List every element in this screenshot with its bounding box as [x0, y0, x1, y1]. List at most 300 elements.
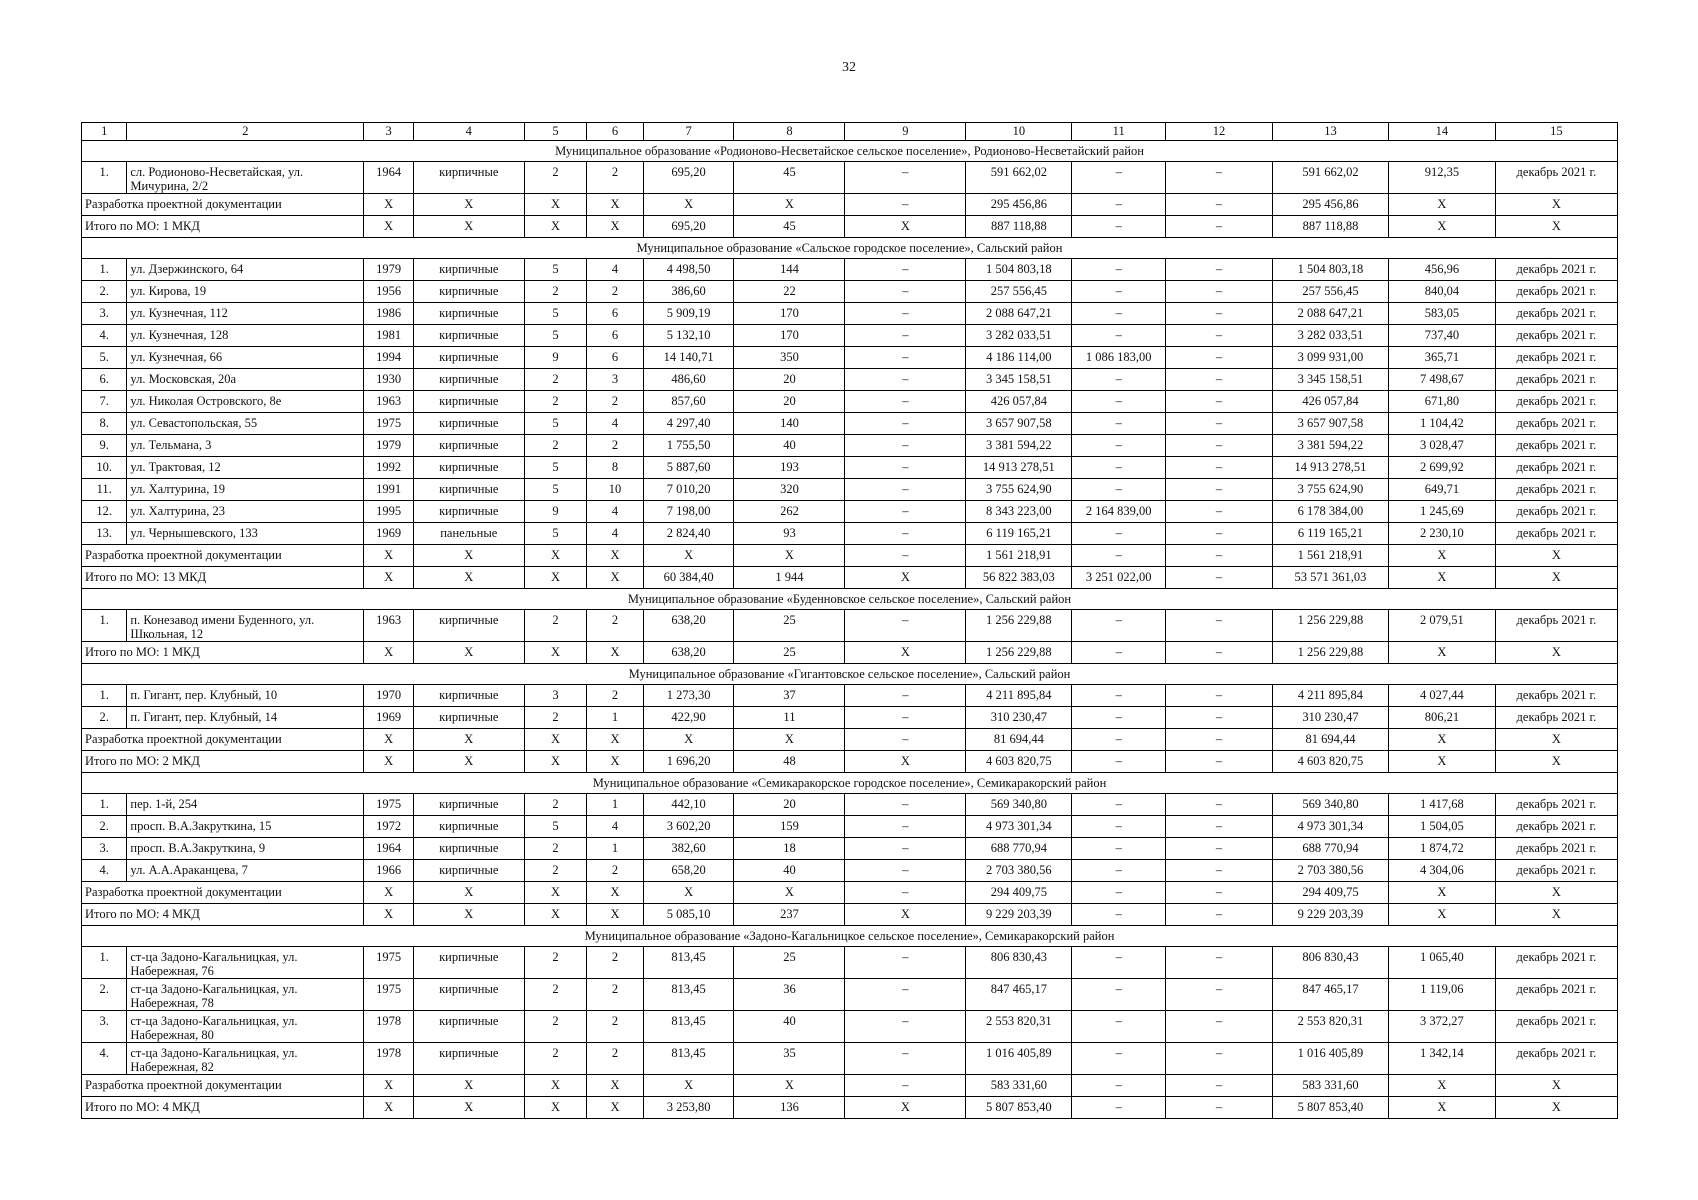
table-cell: X — [524, 567, 587, 589]
table-cell: 486,60 — [643, 369, 734, 391]
table-cell: 3 345 158,51 — [1272, 369, 1388, 391]
table-cell: – — [1166, 259, 1273, 281]
table-cell: 2 — [587, 610, 643, 642]
table-cell: – — [845, 545, 966, 567]
table-cell: декабрь 2021 г. — [1495, 501, 1617, 523]
table-cell: 294 409,75 — [966, 882, 1072, 904]
column-header-12: 12 — [1166, 123, 1273, 141]
table-cell: 569 340,80 — [1272, 794, 1388, 816]
municipality-title: Муниципальное образование «Семикаракорское городское поселение», Семикаракорский район — [82, 773, 1618, 794]
table-cell: декабрь 2021 г. — [1495, 1043, 1617, 1075]
house-row — [82, 162, 1618, 194]
table-cell: 5 132,10 — [643, 325, 734, 347]
table-cell: X — [845, 567, 966, 589]
table-cell: X — [524, 194, 587, 216]
row-label: Разработка проектной документации — [82, 1075, 364, 1097]
table-cell: 1978 — [364, 1043, 413, 1075]
table-cell: – — [1166, 1075, 1273, 1097]
table-cell: 806,21 — [1388, 707, 1495, 729]
table-cell: – — [845, 435, 966, 457]
table-cell: X — [587, 545, 643, 567]
table-cell: – — [1072, 1075, 1166, 1097]
row-label: Разработка проектной документации — [82, 194, 364, 216]
page-number: 32 — [842, 60, 856, 75]
row-number: 1. — [82, 610, 127, 642]
table-cell: – — [1166, 642, 1273, 664]
table-cell: 813,45 — [643, 1043, 734, 1075]
table-cell: 671,80 — [1388, 391, 1495, 413]
table-cell: – — [1072, 479, 1166, 501]
house-row — [82, 979, 1618, 1011]
table-cell: кирпичные — [413, 281, 524, 303]
house-row — [82, 794, 1618, 816]
table-cell: 2 — [587, 860, 643, 882]
table-cell: 1975 — [364, 794, 413, 816]
table-cell: 1 — [587, 794, 643, 816]
table-cell: 583 331,60 — [1272, 1075, 1388, 1097]
table-cell: X — [1495, 1097, 1617, 1119]
table-cell: 1964 — [364, 162, 413, 194]
table-cell: декабрь 2021 г. — [1495, 259, 1617, 281]
table-cell: 4 — [587, 413, 643, 435]
table-cell: X — [587, 1075, 643, 1097]
table-cell: 912,35 — [1388, 162, 1495, 194]
table-cell: 93 — [734, 523, 845, 545]
house-row — [82, 707, 1618, 729]
table-cell: X — [524, 751, 587, 773]
table-cell: 237 — [734, 904, 845, 926]
row-label: Разработка проектной документации — [82, 882, 364, 904]
table-cell: 737,40 — [1388, 325, 1495, 347]
table-cell: 2 — [524, 281, 587, 303]
table-cell: X — [845, 1097, 966, 1119]
table-cell: 310 230,47 — [1272, 707, 1388, 729]
table-cell: 2 — [524, 707, 587, 729]
table-cell: кирпичные — [413, 816, 524, 838]
address-cell: ул. Кузнечная, 66 — [127, 347, 364, 369]
table-cell: 3 282 033,51 — [1272, 325, 1388, 347]
table-cell: 2 — [524, 435, 587, 457]
row-number: 4. — [82, 860, 127, 882]
municipality-section-header — [82, 664, 1618, 685]
table-cell: X — [413, 567, 524, 589]
municipality-section-header — [82, 773, 1618, 794]
table-cell: 1 — [587, 838, 643, 860]
table-cell: 5 — [524, 457, 587, 479]
table-cell: 5 — [524, 479, 587, 501]
table-cell: 4 498,50 — [643, 259, 734, 281]
table-cell: декабрь 2021 г. — [1495, 281, 1617, 303]
table-cell: 1 504 803,18 — [1272, 259, 1388, 281]
table-cell: 295 456,86 — [966, 194, 1072, 216]
table-cell: 2 — [587, 1011, 643, 1043]
row-label: Итого по МО: 1 МКД — [82, 642, 364, 664]
table-cell: 81 694,44 — [1272, 729, 1388, 751]
table-cell: – — [1166, 501, 1273, 523]
table-cell: 48 — [734, 751, 845, 773]
house-row — [82, 435, 1618, 457]
table-cell: 1 256 229,88 — [966, 610, 1072, 642]
table-cell: X — [1388, 751, 1495, 773]
table-cell: – — [845, 259, 966, 281]
table-cell: 1966 — [364, 860, 413, 882]
table-cell: 1 119,06 — [1388, 979, 1495, 1011]
table-cell: X — [364, 194, 413, 216]
table-cell: 1975 — [364, 947, 413, 979]
table-cell: 1970 — [364, 685, 413, 707]
table-cell: – — [1072, 904, 1166, 926]
table-cell: X — [413, 216, 524, 238]
house-row — [82, 413, 1618, 435]
table-cell: X — [734, 1075, 845, 1097]
table-cell: 10 — [587, 479, 643, 501]
table-cell: 2 553 820,31 — [1272, 1011, 1388, 1043]
table-body — [82, 123, 1618, 1119]
table-cell: 1 696,20 — [643, 751, 734, 773]
table-cell: 2 699,92 — [1388, 457, 1495, 479]
table-cell: 170 — [734, 325, 845, 347]
table-cell: 688 770,94 — [1272, 838, 1388, 860]
table-cell: 1969 — [364, 523, 413, 545]
table-cell: 4 — [587, 501, 643, 523]
table-cell: 695,20 — [643, 162, 734, 194]
table-cell: X — [1388, 216, 1495, 238]
table-cell: 3 345 158,51 — [966, 369, 1072, 391]
table-cell: 2 703 380,56 — [966, 860, 1072, 882]
table-cell: 22 — [734, 281, 845, 303]
table-cell: декабрь 2021 г. — [1495, 860, 1617, 882]
table-cell: – — [1166, 1011, 1273, 1043]
address-cell: ул. Кузнечная, 128 — [127, 325, 364, 347]
table-cell: 5 — [524, 325, 587, 347]
table-cell: кирпичные — [413, 794, 524, 816]
table-cell: 2 164 839,00 — [1072, 501, 1166, 523]
table-cell: 806 830,43 — [1272, 947, 1388, 979]
table-cell: 36 — [734, 979, 845, 1011]
table-cell: 840,04 — [1388, 281, 1495, 303]
table-cell: – — [845, 501, 966, 523]
table-cell: – — [1072, 325, 1166, 347]
table-cell: 1995 — [364, 501, 413, 523]
table-cell: 3 — [524, 685, 587, 707]
table-cell: 1978 — [364, 1011, 413, 1043]
house-row — [82, 523, 1618, 545]
address-cell: ул. Кирова, 19 — [127, 281, 364, 303]
table-cell: кирпичные — [413, 501, 524, 523]
table-cell: 1 256 229,88 — [966, 642, 1072, 664]
table-cell: кирпичные — [413, 325, 524, 347]
column-number-header — [82, 123, 1618, 141]
table-cell: кирпичные — [413, 413, 524, 435]
table-cell: 2 — [524, 1011, 587, 1043]
table-cell: X — [845, 751, 966, 773]
address-cell: ул. Халтурина, 23 — [127, 501, 364, 523]
row-number: 1. — [82, 947, 127, 979]
table-cell: 14 140,71 — [643, 347, 734, 369]
table-cell: – — [845, 860, 966, 882]
table-cell: – — [1072, 816, 1166, 838]
table-cell: 2 — [524, 610, 587, 642]
table-cell: – — [1072, 947, 1166, 979]
table-cell: X — [587, 1097, 643, 1119]
table-cell: 1956 — [364, 281, 413, 303]
table-cell: декабрь 2021 г. — [1495, 391, 1617, 413]
table-cell: 4 211 895,84 — [1272, 685, 1388, 707]
table-cell: X — [1495, 904, 1617, 926]
table-cell: кирпичные — [413, 860, 524, 882]
table-cell: X — [1495, 751, 1617, 773]
address-cell: п. Гигант, пер. Клубный, 10 — [127, 685, 364, 707]
row-number: 3. — [82, 303, 127, 325]
column-header-5: 5 — [524, 123, 587, 141]
table-cell: 1992 — [364, 457, 413, 479]
row-number: 2. — [82, 979, 127, 1011]
table-cell: X — [1495, 729, 1617, 751]
table-cell: 638,20 — [643, 610, 734, 642]
table-cell: 1 016 405,89 — [966, 1043, 1072, 1075]
table-cell: – — [1166, 685, 1273, 707]
table-cell: 2 — [524, 391, 587, 413]
table-cell: 45 — [734, 216, 845, 238]
table-cell: X — [587, 882, 643, 904]
row-number: 1. — [82, 259, 127, 281]
table-cell: 813,45 — [643, 1011, 734, 1043]
table-cell: 3 381 594,22 — [1272, 435, 1388, 457]
table-cell: 7 010,20 — [643, 479, 734, 501]
table-cell: X — [1495, 567, 1617, 589]
address-cell: ул. Московская, 20а — [127, 369, 364, 391]
table-cell: 813,45 — [643, 979, 734, 1011]
table-cell: 2 553 820,31 — [966, 1011, 1072, 1043]
table-cell: – — [845, 1011, 966, 1043]
row-number: 11. — [82, 479, 127, 501]
municipality-title: Муниципальное образование «Гигантовское сельское поселение», Сальский район — [82, 664, 1618, 685]
row-number: 4. — [82, 1043, 127, 1075]
table-cell: – — [845, 479, 966, 501]
row-number: 2. — [82, 707, 127, 729]
table-cell: декабрь 2021 г. — [1495, 1011, 1617, 1043]
row-number: 2. — [82, 816, 127, 838]
table-cell: 56 822 383,03 — [966, 567, 1072, 589]
table-cell: 5 807 853,40 — [966, 1097, 1072, 1119]
table-cell: – — [1166, 947, 1273, 979]
table-cell: 45 — [734, 162, 845, 194]
row-number: 1. — [82, 794, 127, 816]
table-cell: кирпичные — [413, 685, 524, 707]
row-number: 9. — [82, 435, 127, 457]
table-cell: – — [1072, 979, 1166, 1011]
table-cell: кирпичные — [413, 1011, 524, 1043]
table-cell: 1 561 218,91 — [1272, 545, 1388, 567]
table-cell: 4 304,06 — [1388, 860, 1495, 882]
row-label: Разработка проектной документации — [82, 729, 364, 751]
table-cell: 1 245,69 — [1388, 501, 1495, 523]
table-cell: 2 088 647,21 — [966, 303, 1072, 325]
table-cell: X — [734, 194, 845, 216]
municipality-title: Муниципальное образование «Родионово-Несветайское сельское поселение», Родионово-Несветайский район — [82, 141, 1618, 162]
table-cell: 382,60 — [643, 838, 734, 860]
table-cell: X — [524, 216, 587, 238]
table-cell: 60 384,40 — [643, 567, 734, 589]
table-cell: 4 211 895,84 — [966, 685, 1072, 707]
table-cell: 4 027,44 — [1388, 685, 1495, 707]
municipality-title: Муниципальное образование «Буденновское сельское поселение», Сальский район — [82, 589, 1618, 610]
table-cell: кирпичные — [413, 479, 524, 501]
table-cell: – — [1072, 1097, 1166, 1119]
table-cell: – — [1072, 610, 1166, 642]
table-cell: X — [524, 1075, 587, 1097]
table-cell: X — [1495, 545, 1617, 567]
column-header-10: 10 — [966, 123, 1072, 141]
table-cell: декабрь 2021 г. — [1495, 303, 1617, 325]
table-cell: – — [845, 838, 966, 860]
row-number: 10. — [82, 457, 127, 479]
table-cell: 144 — [734, 259, 845, 281]
table-cell: декабрь 2021 г. — [1495, 816, 1617, 838]
table-cell: 3 028,47 — [1388, 435, 1495, 457]
table-cell: X — [413, 194, 524, 216]
table-cell: 9 229 203,39 — [1272, 904, 1388, 926]
table-cell: X — [364, 751, 413, 773]
column-header-3: 3 — [364, 123, 413, 141]
table-cell: – — [845, 729, 966, 751]
table-cell: кирпичные — [413, 979, 524, 1011]
table-cell: – — [845, 194, 966, 216]
table-cell: 847 465,17 — [1272, 979, 1388, 1011]
row-number: 5. — [82, 347, 127, 369]
table-cell: 1975 — [364, 979, 413, 1011]
house-row — [82, 501, 1618, 523]
table-cell: 3 253,80 — [643, 1097, 734, 1119]
table-cell: X — [524, 642, 587, 664]
table-cell: – — [845, 347, 966, 369]
table-cell: 257 556,45 — [1272, 281, 1388, 303]
table-cell: X — [413, 642, 524, 664]
address-cell: ст-ца Задоно-Кагальницкая, ул. Набережная, 78 — [127, 979, 364, 1011]
table-cell: – — [845, 1075, 966, 1097]
column-header-13: 13 — [1272, 123, 1388, 141]
table-cell: кирпичные — [413, 303, 524, 325]
table-cell: 9 229 203,39 — [966, 904, 1072, 926]
table-cell: 695,20 — [643, 216, 734, 238]
table-cell: – — [1072, 303, 1166, 325]
house-row — [82, 347, 1618, 369]
table-cell: 2 — [587, 979, 643, 1011]
table-cell: 1930 — [364, 369, 413, 391]
house-row — [82, 259, 1618, 281]
table-cell: – — [1166, 303, 1273, 325]
table-cell: 35 — [734, 1043, 845, 1075]
table-cell: – — [1166, 479, 1273, 501]
table-cell: – — [1072, 751, 1166, 773]
table-cell: кирпичные — [413, 435, 524, 457]
table-cell: 813,45 — [643, 947, 734, 979]
row-number: 7. — [82, 391, 127, 413]
table-cell: X — [364, 904, 413, 926]
address-cell: ст-ца Задоно-Кагальницкая, ул. Набережная, 80 — [127, 1011, 364, 1043]
municipality-total-row — [82, 567, 1618, 589]
table-cell: – — [845, 707, 966, 729]
table-cell: – — [845, 794, 966, 816]
table-cell: 4 603 820,75 — [966, 751, 1072, 773]
municipality-total-row — [82, 751, 1618, 773]
municipality-section-header — [82, 589, 1618, 610]
table-cell: – — [1072, 162, 1166, 194]
table-cell: X — [1495, 1075, 1617, 1097]
table-cell: X — [845, 216, 966, 238]
table-cell: – — [845, 685, 966, 707]
address-cell: ул. Дзержинского, 64 — [127, 259, 364, 281]
table-cell: 2 703 380,56 — [1272, 860, 1388, 882]
row-label: Разработка проектной документации — [82, 545, 364, 567]
table-cell: 1981 — [364, 325, 413, 347]
table-cell: 442,10 — [643, 794, 734, 816]
table-cell: 6 178 384,00 — [1272, 501, 1388, 523]
table-cell: 3 755 624,90 — [1272, 479, 1388, 501]
table-cell: X — [364, 642, 413, 664]
table-cell: X — [364, 567, 413, 589]
table-cell: 310 230,47 — [966, 707, 1072, 729]
table-cell: 3 657 907,58 — [966, 413, 1072, 435]
table-cell: декабрь 2021 г. — [1495, 685, 1617, 707]
table-cell: 6 119 165,21 — [1272, 523, 1388, 545]
table-cell: – — [1166, 1043, 1273, 1075]
table-cell: X — [1388, 545, 1495, 567]
table-cell: – — [1166, 567, 1273, 589]
table-cell: 11 — [734, 707, 845, 729]
column-header-7: 7 — [643, 123, 734, 141]
table-cell: 2 — [524, 838, 587, 860]
table-cell: 1979 — [364, 435, 413, 457]
table-cell: X — [734, 882, 845, 904]
table-cell: – — [1072, 545, 1166, 567]
table-cell: 5 887,60 — [643, 457, 734, 479]
table-cell: 1 086 183,00 — [1072, 347, 1166, 369]
design-documentation-row — [82, 882, 1618, 904]
table-cell: – — [1072, 216, 1166, 238]
table-cell: 7 498,67 — [1388, 369, 1495, 391]
table-cell: X — [524, 545, 587, 567]
table-cell: 25 — [734, 947, 845, 979]
table-cell: 1 — [587, 707, 643, 729]
house-row — [82, 281, 1618, 303]
table-cell: декабрь 2021 г. — [1495, 413, 1617, 435]
table-cell: декабрь 2021 г. — [1495, 610, 1617, 642]
address-cell: ул. Трактовая, 12 — [127, 457, 364, 479]
table-cell: – — [1072, 413, 1166, 435]
table-cell: 422,90 — [643, 707, 734, 729]
design-documentation-row — [82, 194, 1618, 216]
table-cell: 649,71 — [1388, 479, 1495, 501]
table-cell: 3 251 022,00 — [1072, 567, 1166, 589]
table-cell: 2 — [524, 1043, 587, 1075]
table-cell: 4 — [587, 523, 643, 545]
house-row — [82, 303, 1618, 325]
table-cell: декабрь 2021 г. — [1495, 707, 1617, 729]
design-documentation-row — [82, 545, 1618, 567]
table-cell: – — [1166, 369, 1273, 391]
table-cell: – — [1072, 391, 1166, 413]
table-cell: – — [1072, 523, 1166, 545]
table-cell: 294 409,75 — [1272, 882, 1388, 904]
table-cell: – — [1072, 642, 1166, 664]
table-cell: – — [845, 523, 966, 545]
design-documentation-row — [82, 1075, 1618, 1097]
table-cell: X — [413, 751, 524, 773]
address-cell: ул. Кузнечная, 112 — [127, 303, 364, 325]
column-header-8: 8 — [734, 123, 845, 141]
table-cell: 5 909,19 — [643, 303, 734, 325]
